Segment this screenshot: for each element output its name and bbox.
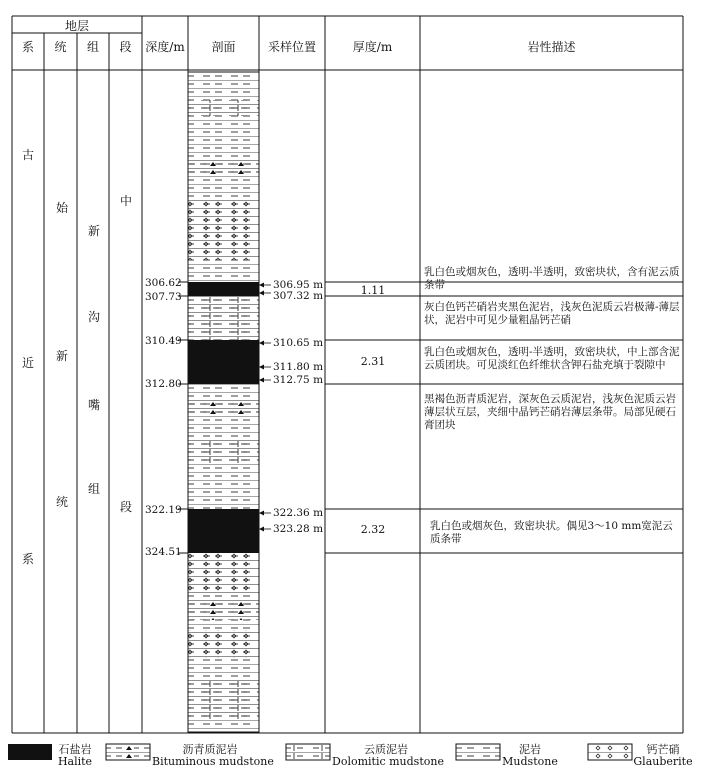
member-char: 中 bbox=[119, 194, 132, 208]
profile-halite-band bbox=[188, 282, 259, 296]
formation-char: 嘴 bbox=[87, 398, 100, 412]
depth-mark: 307.73 bbox=[145, 291, 182, 303]
series-char: 统 bbox=[55, 495, 68, 509]
header-profile: 剖面 bbox=[211, 40, 236, 54]
profile-dolomitic-band bbox=[188, 680, 259, 720]
profile-halite-band bbox=[188, 509, 259, 553]
header-system: 系 bbox=[21, 40, 34, 54]
system-char: 系 bbox=[21, 552, 34, 566]
lithology-description: 乳白色或烟灰色，透明-半透明，致密块状，含有泥云质条带 bbox=[424, 266, 680, 291]
legend-label-mudstone: 泥岩 Mudstone bbox=[502, 743, 558, 768]
profile-glauberite-band bbox=[188, 553, 259, 593]
profile-dolomitic-band bbox=[188, 440, 259, 464]
legend-label-dolomitic-mudstone: 云质泥岩 Dolomitic mudstone bbox=[332, 743, 444, 768]
depth-mark: 310.49 bbox=[145, 335, 182, 347]
depth-mark: 312.80 bbox=[145, 378, 182, 390]
legend-swatch-dolomitic-mudstone bbox=[286, 744, 330, 760]
legend-label-glauberite: 钙芒硝 Glauberite bbox=[633, 743, 693, 768]
profile-bituminous-band bbox=[188, 160, 259, 174]
lithology-description: 乳白色或烟灰色，致密块状。偶见3～10 mm宽泥云质条带 bbox=[430, 520, 673, 545]
thickness-value: 1.11 bbox=[360, 284, 386, 297]
formation-char: 沟 bbox=[87, 310, 100, 324]
sample-arrowhead bbox=[259, 527, 264, 532]
sample-mark: 322.36 m bbox=[273, 507, 324, 519]
sample-arrowhead bbox=[259, 291, 264, 296]
formation-char: 新 bbox=[87, 224, 100, 238]
profile-glauberite-band bbox=[188, 630, 259, 658]
legend-label-halite: 石盐岩 Halite bbox=[57, 743, 93, 768]
sample-mark: 310.65 m bbox=[273, 337, 324, 349]
header-member: 段 bbox=[119, 40, 132, 54]
legend-swatch-bituminous-mudstone bbox=[106, 744, 150, 760]
header-depth: 深度/m bbox=[145, 40, 185, 54]
legend-swatch-glauberite bbox=[588, 744, 632, 760]
lithology-description: 灰白色钙芒硝岩夹黑色泥岩，浅灰色泥质云岩极薄-薄层状，泥岩中可见少量粗晶钙芒硝 bbox=[424, 301, 680, 326]
header-thickness: 厚度/m bbox=[352, 40, 393, 54]
sample-arrowhead bbox=[259, 365, 264, 370]
profile-bituminous-band bbox=[188, 400, 259, 416]
legend-label-bituminous-mudstone: 沥青质泥岩 Bituminous mudstone bbox=[152, 743, 274, 768]
sample-arrowhead bbox=[259, 511, 264, 516]
header-sample-position: 采样位置 bbox=[267, 40, 316, 54]
system-char: 古 bbox=[21, 148, 34, 162]
legend-swatch-halite bbox=[8, 744, 52, 760]
sample-mark: 312.75 m bbox=[273, 374, 324, 386]
series-char: 始 bbox=[55, 201, 68, 215]
lithology-description: 乳白色或烟灰色，透明-半透明，致密块状，中上部含泥云质团块。可见淡红色纤维状含钾石盐充填于裂隙中 bbox=[424, 346, 680, 371]
lithology-description: 黑褐色沥青质泥岩，深灰色云质泥岩，浅灰色泥质云岩薄层状互层，夹细中晶钙芒硝岩薄层条带。局部见硬石膏团块 bbox=[424, 393, 676, 431]
sample-arrowhead bbox=[259, 283, 264, 288]
sample-mark: 323.28 m bbox=[273, 523, 324, 535]
system-char: 近 bbox=[21, 356, 34, 370]
formation-char: 组 bbox=[87, 482, 100, 496]
profile-dolomitic-band bbox=[188, 100, 259, 116]
profile-halite-band bbox=[188, 340, 259, 384]
header-series: 统 bbox=[54, 40, 67, 54]
sample-arrowhead bbox=[259, 341, 264, 346]
profile-glauberite-band bbox=[188, 200, 259, 260]
depth-mark: 322.19 bbox=[145, 504, 182, 516]
header-formation: 组 bbox=[86, 40, 99, 54]
profile-bituminous-band bbox=[188, 600, 259, 620]
legend-swatch-mudstone bbox=[456, 744, 500, 760]
sample-mark: 311.80 m bbox=[273, 361, 324, 373]
thickness-value: 2.31 bbox=[360, 355, 386, 368]
sample-arrowhead bbox=[259, 378, 264, 383]
sample-mark: 306.95 m bbox=[273, 279, 324, 291]
header-lithology-description: 岩性描述 bbox=[527, 40, 576, 54]
depth-mark: 306.62 bbox=[145, 277, 182, 289]
thickness-value: 2.32 bbox=[360, 523, 386, 536]
header-strata-group: 地层 bbox=[64, 19, 89, 33]
member-char: 段 bbox=[119, 500, 132, 514]
sample-mark: 307.32 m bbox=[273, 290, 324, 302]
depth-mark: 324.51 bbox=[145, 546, 182, 558]
series-char: 新 bbox=[55, 349, 68, 363]
profile-dolomitic-band bbox=[188, 296, 259, 340]
